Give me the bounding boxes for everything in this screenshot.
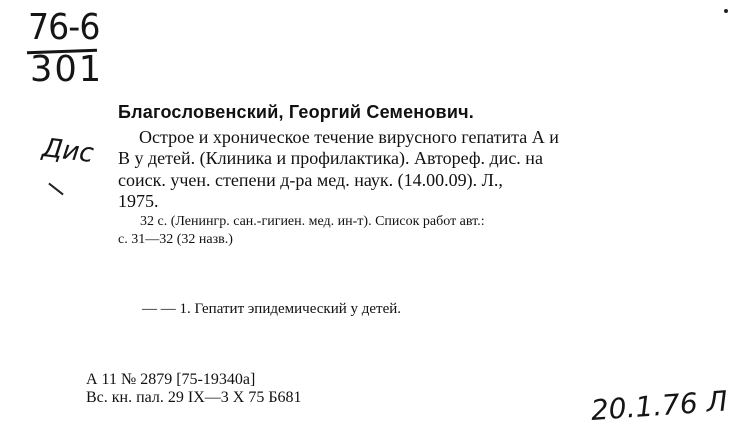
- handwritten-note: Дис: [40, 133, 96, 170]
- subject-tracing: — — 1. Гепатит эпидемический у детей.: [142, 301, 402, 317]
- collation-line: 32 с. (Ленингр. сан.-гигиен. мед. ин-т). Список работ авт.:: [140, 214, 485, 229]
- ink-slash-mark: [48, 183, 63, 196]
- call-number-top: 76-6: [28, 7, 100, 48]
- author-heading: Благословенский, Георгий Семенович.: [118, 102, 474, 122]
- call-number-bottom: 301: [30, 49, 104, 90]
- order-number-line: А 11 № 2879 [75-19340а]: [86, 371, 256, 388]
- title-line: соиск. учен. степени д-ра мед. наук. (14.00.09). Л.,: [118, 170, 503, 190]
- title-line: Острое и хроническое течение вирусного гепатита А и: [139, 127, 559, 147]
- registry-line: Вс. кн. пал. 29 IX—3 X 75 Б681: [86, 389, 302, 406]
- title-line: 1975.: [118, 191, 159, 211]
- handwritten-date: 20.1.76 Л: [589, 384, 729, 427]
- collation-line: с. 31—32 (32 назв.): [118, 232, 233, 247]
- ink-dot-mark: [724, 9, 728, 13]
- title-line: В у детей. (Клиника и профилактика). Автореф. дис. на: [118, 148, 543, 168]
